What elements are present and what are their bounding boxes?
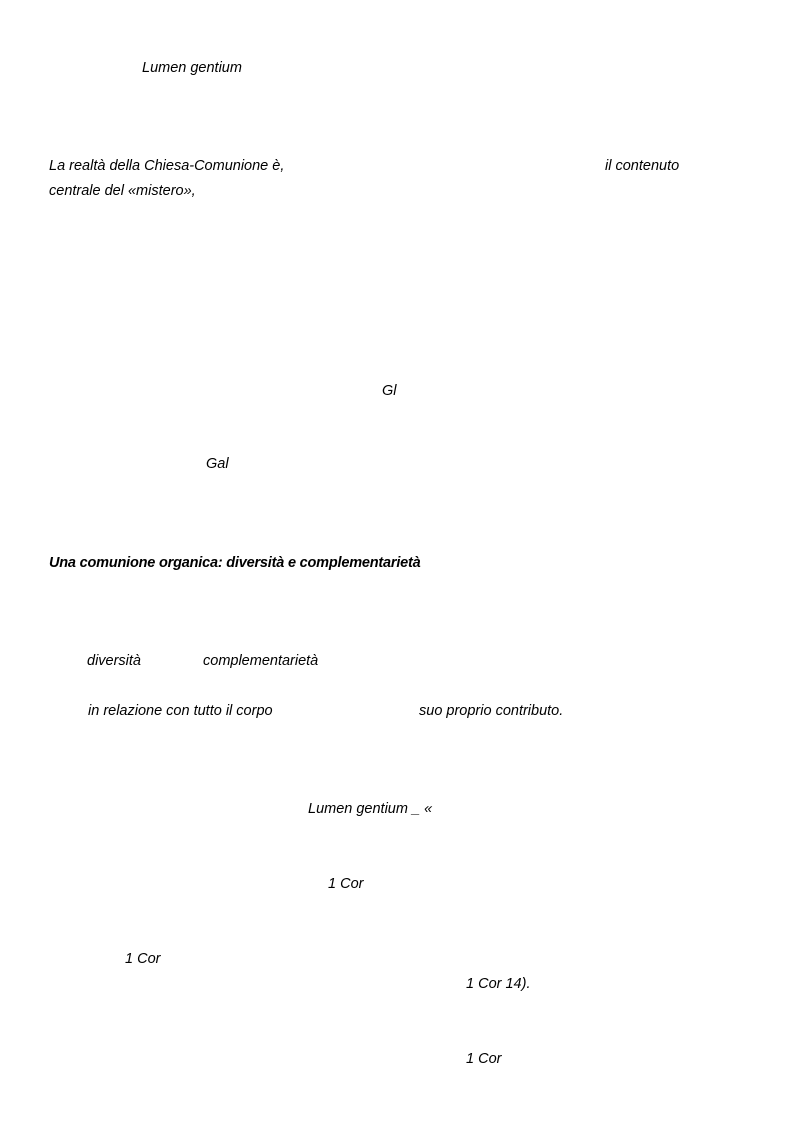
text-fragment: 1 Cor — [466, 1051, 502, 1067]
text-fragment: complementarietà — [203, 653, 319, 669]
text-fragment: suo proprio contributo. — [419, 703, 564, 719]
text-fragment: 1 Cor — [328, 876, 364, 892]
text-fragment: La realtà della Chiesa-Comunione è, — [49, 158, 285, 174]
section-heading: Una comunione organica: diversità e complementarietà — [49, 555, 421, 571]
text-fragment: Gal — [206, 456, 229, 472]
text-fragment: il contenuto — [605, 158, 680, 174]
text-fragment: diversità — [87, 653, 141, 669]
text-fragment: Lumen gentium _ « — [308, 801, 433, 817]
text-fragment: Gl — [382, 383, 397, 399]
text-fragment: centrale del «mistero», — [49, 183, 196, 199]
text-fragment: Lumen gentium — [142, 60, 242, 76]
text-fragment: 1 Cor 14). — [466, 976, 531, 992]
text-fragment: 1 Cor — [125, 951, 161, 967]
text-fragment: in relazione con tutto il corpo — [88, 703, 273, 719]
